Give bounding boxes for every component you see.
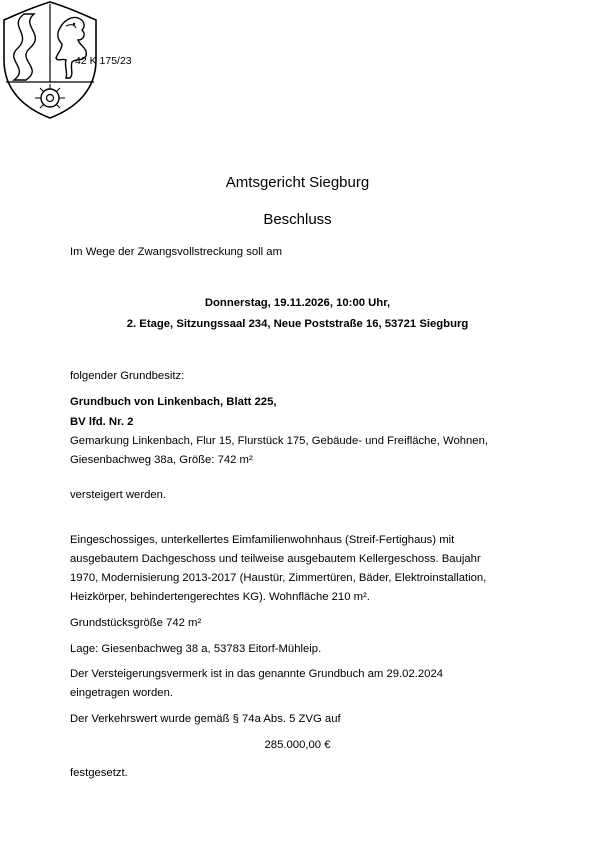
market-value: 285.000,00 €	[264, 739, 331, 751]
market-value-intro: Der Verkehrswert wurde gemäß § 74a Abs. 5 ZVG auf	[70, 713, 341, 725]
property-location: Lage: Giesenbachweg 38 a, 53783 Eitorf-Mühleip.	[70, 643, 322, 655]
plot-size: Grundstücksgröße 742 m²	[70, 617, 202, 629]
closing-text: festgesetzt.	[70, 767, 128, 779]
description-line-3: 1970, Modernisierung 2013-2017 (Haustür, Zimmertüren, Bäder, Elektroinstallation,	[70, 572, 487, 584]
case-number: 42 K 175/23	[75, 55, 132, 67]
auction-phrase: versteigert werden.	[70, 489, 167, 501]
registration-line-1: Der Versteigerungsvermerk ist in das genannte Grundbuch am 29.02.2024	[70, 668, 444, 680]
appointment-date: Donnerstag, 19.11.2026, 10:00 Uhr,	[204, 297, 391, 309]
court-name: Amtsgericht Siegburg	[225, 174, 370, 191]
intro-text: Im Wege der Zwangsvollstreckung soll am	[70, 246, 283, 258]
document-title: Beschluss	[263, 211, 332, 228]
parcel-line-2: Giesenbachweg 38a, Größe: 742 m²	[70, 454, 253, 466]
description-line-4: Heizkörper, behindertengerechtes KG). Wohnfläche 210 m².	[70, 591, 370, 603]
appointment-location: 2. Etage, Sitzungssaal 234, Neue Poststraße 16, 53721 Siegburg	[126, 318, 469, 330]
property-heading: folgender Grundbesitz:	[70, 370, 185, 382]
parcel-line-1: Gemarkung Linkenbach, Flur 15, Flurstück 175, Gebäude- und Freifläche, Wohnen,	[70, 435, 489, 447]
registration-line-2: eingetragen worden.	[70, 687, 174, 699]
bv-number-line: BV lfd. Nr. 2	[70, 416, 134, 428]
land-register-line: Grundbuch von Linkenbach, Blatt 225,	[70, 396, 277, 408]
description-line-1: Eingeschossiges, unterkellertes Eimfamilienwohnhaus (Streif-Fertighaus) mit	[70, 534, 455, 546]
description-line-2: ausgebautem Dachgeschoss und teilweise ausgebautem Kellergeschoss. Baujahr	[70, 553, 481, 565]
